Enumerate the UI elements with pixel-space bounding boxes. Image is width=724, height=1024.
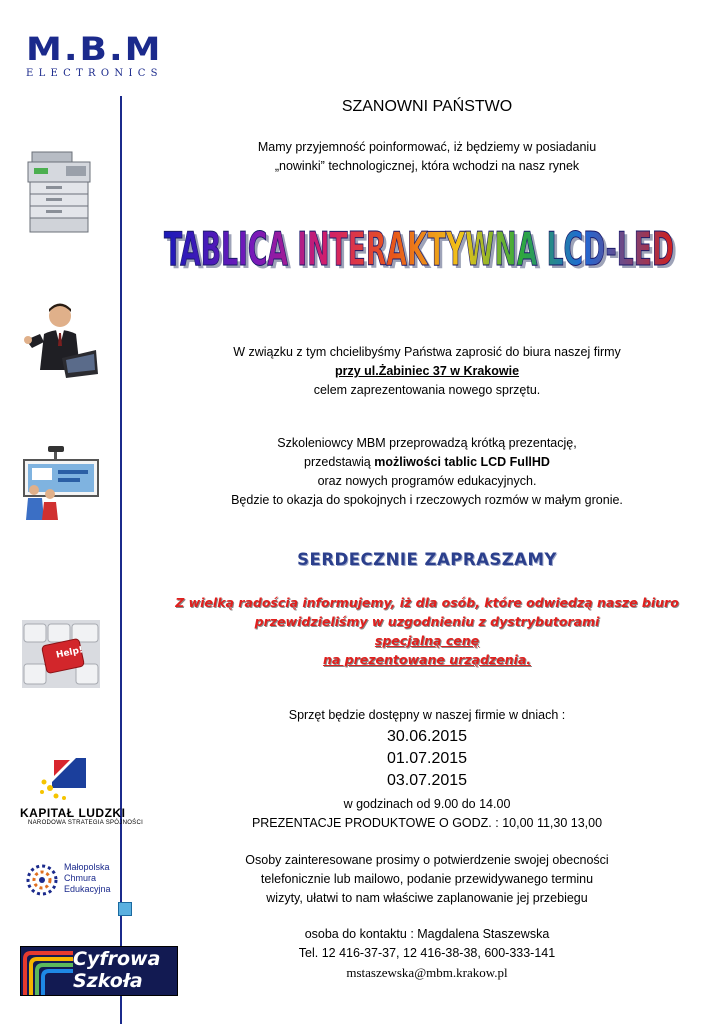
invite-heading: SERDECZNIE ZAPRASZAMY [297,550,557,569]
training-line-2-bold: możliwości tablic LCD FullHD [374,455,550,469]
product-title-shadow: TABLICA INTERAKTYWNA LCD-LED [167,225,677,279]
product-title [160,216,680,282]
availability-text: Sprzęt będzie dostępny w naszej firmie w dniach : [288,708,566,722]
date-3: 03.07.2015 [386,772,468,789]
intro-paragraph [130,138,724,176]
intro-line-2: „nowinki” technologicznej, która wchodzi na nasz rynek [274,159,580,173]
date-1: 30.06.2015 [386,728,468,745]
interactive-board-image [22,446,100,520]
visit-address: przy ul.Żabiniec 37 w Krakowie [334,364,520,378]
confirm-line-1: Osoby zainteresowane prosimy o potwierdzenie swojej obecności [245,853,609,867]
promo-line-1: Z wielką radością informujemy, iż dla osób, które odwiedzą nasze biuro [175,595,679,610]
contact-email[interactable]: mstaszewska@mbm.krakow.pl [346,965,508,980]
promo-paragraph [130,593,724,669]
kapital-ludzki-sub: NARODOWA STRATEGIA SPÓJNOŚCI [28,820,144,826]
training-line-3: oraz nowych programów edukacyjnych. [317,474,537,488]
malopolska-chmura-logo [20,852,132,918]
confirm-line-2: telefonicznie lub mailowo, podanie przewidywanego terminu [260,872,594,886]
kapital-ludzki-name: KAPITAŁ LUDZKI [20,806,126,820]
hours-text: w godzinach od 9.00 do 14.00 [343,797,511,811]
training-line-2 [130,453,724,472]
product-title-text: TABLICA INTERAKTYWNA LCD-LED [164,222,674,276]
contact-block [130,925,724,982]
confirm-line-3: wizyty, ułatwi to nam właściwe zaplanowanie jej przebiegu [266,891,588,905]
promo-line-3: specjalną cenę [374,633,480,648]
training-paragraph [130,434,724,510]
company-logo [26,32,176,82]
help-key-label: Help! [55,645,85,661]
visit-line-1: W związku z tym chcielibyśmy Państwa zaprosić do biura naszej firmy [233,345,621,359]
contact-person: osoba do kontaktu : Magdalena Staszewska [304,927,550,941]
training-line-1: Szkoleniowcy MBM przeprowadzą krótką prezentację, [277,436,577,450]
dates-list [130,726,724,792]
logo-sub: ELECTRONICS [26,68,163,79]
logo-brand: M.B.M [26,31,163,68]
printer-image [26,150,100,238]
cs-line-2: Szkoła [73,970,143,992]
intro-line-1: Mamy przyjemność poinformować, iż będziemy w posiadaniu [257,140,597,154]
businessman-laptop-image [22,300,100,382]
training-line-4: Będzie to okazja do spokojnych i rzeczowych rozmów w małym gronie. [231,493,623,507]
date-2: 01.07.2015 [386,750,468,767]
contact-phones: Tel. 12 416-37-37, 12 416-38-38, 600-333-141 [298,946,556,960]
promo-line-4: na prezentowane urządzenia. [322,652,532,667]
confirm-paragraph [130,851,724,908]
cs-line-1: Cyfrowa [73,948,161,970]
mce-line-2: Chmura [64,873,97,883]
presentation-times: PREZENTACJE PRODUKTOWE O GODZ. : 10,00 11,30 13,00 [251,816,603,830]
keyboard-help-image [22,620,100,688]
visit-line-3: celem zaprezentowania nowego sprzętu. [313,383,541,397]
mce-line-1: Małopolska [64,862,110,872]
promo-line-2: przewidzieliśmy w uzgodnieniu z dystrybutorami [254,614,600,629]
mce-line-3: Edukacyjna [64,884,111,894]
training-line-2-pre: przedstawią [304,455,375,469]
visit-paragraph [130,343,724,400]
greeting-heading: SZANOWNI PAŃSTWO [341,98,513,115]
